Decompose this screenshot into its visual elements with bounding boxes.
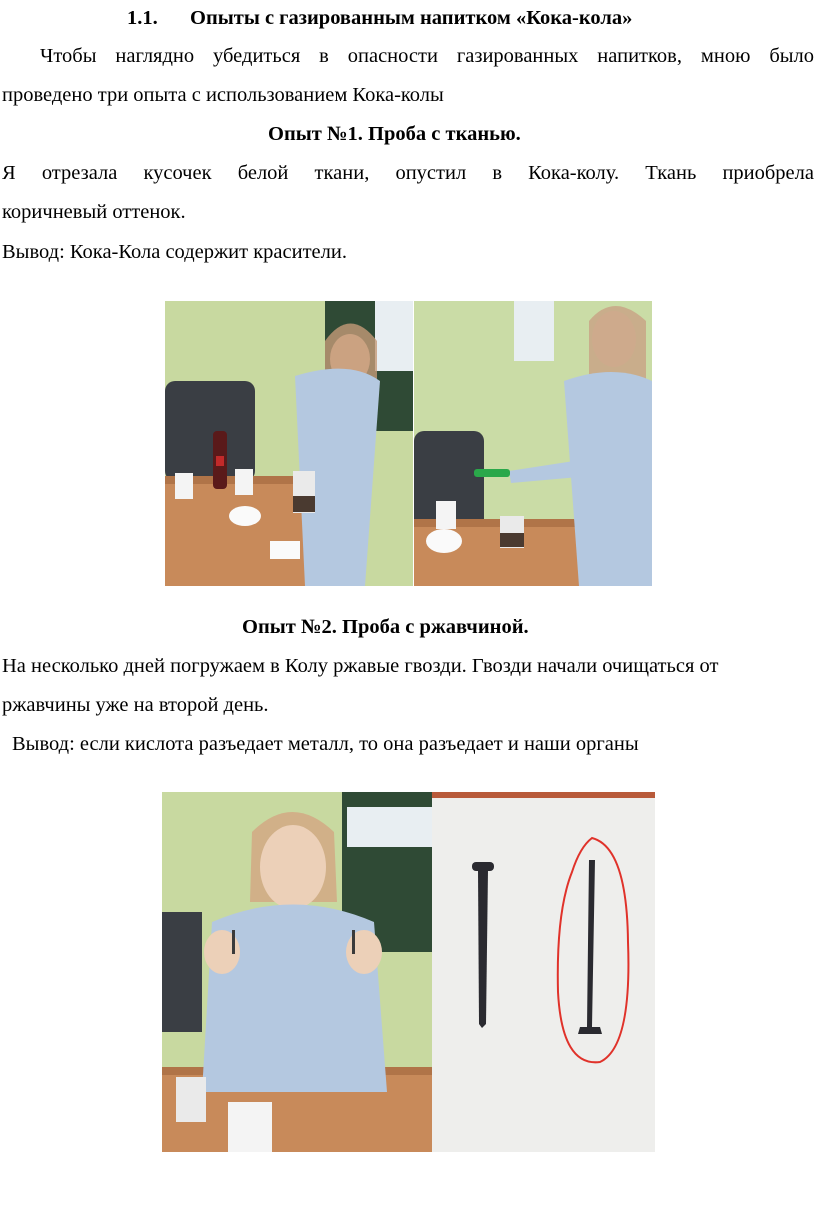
exp2-heading: Опыт №2. Проба с ржавчиной. — [242, 616, 529, 638]
exp1-conclusion: Вывод: Кока-Кола содержит красители. — [2, 241, 347, 263]
exp1-line-2: коричневый оттенок. — [2, 201, 186, 223]
photo-fabric-dip — [165, 301, 413, 586]
intro-line-2: проведено три опыта с использованием Кока-колы — [2, 84, 444, 106]
section-title: Опыты с газированным напитком «Кока-кола» — [190, 7, 633, 29]
section-number: 1.1. — [127, 7, 158, 29]
exp1-heading: Опыт №1. Проба с тканью. — [268, 123, 521, 145]
exp2-line-1: На несколько дней погружаем в Колу ржавые гвозди. Гвозди начали очищаться от — [2, 655, 719, 677]
exp2-line-2: ржавчины уже на второй день. — [2, 694, 269, 716]
exp2-conclusion: Вывод: если кислота разъедает металл, то она разъедает и наши органы — [12, 733, 639, 755]
photo-girl-nails — [162, 792, 432, 1152]
rusty-nail-head — [472, 862, 494, 871]
exp1-line-1: Я отрезала кусочек белой ткани, опустил в Кока-колу. Ткань приобрела — [2, 162, 814, 184]
intro-line-1: Чтобы наглядно убедиться в опасности газированных напитков, мною было — [40, 45, 814, 67]
photo-nails-comparison — [432, 792, 655, 1152]
photo-fabric-result — [414, 301, 652, 586]
